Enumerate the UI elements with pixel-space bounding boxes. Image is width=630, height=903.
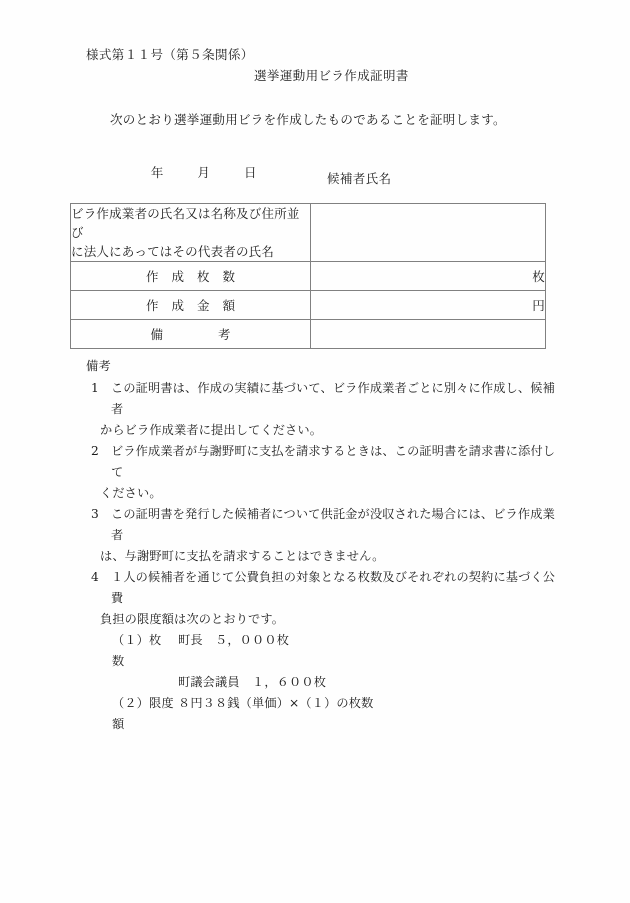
- table-row: [71, 291, 546, 320]
- sub-note-label: 限度額: [112, 696, 174, 731]
- note-line: この証明書は、作成の実績に基づいて、ビラ作成業者ごとに別々に作成し、候補者: [111, 381, 555, 416]
- table-row: [71, 320, 546, 349]
- note-number: 2: [91, 444, 99, 458]
- note-line: 負担の限度額は次のとおりです。: [100, 612, 285, 626]
- note-text: [100, 378, 556, 441]
- table-row: [71, 204, 546, 262]
- sheets-label-cell: 作成枚数: [71, 262, 311, 291]
- certification-sentence: 次のとおり選挙運動用ビラを作成したものであることを証明します。: [110, 112, 506, 127]
- note-number: 1: [91, 381, 99, 395]
- candidate-name-label: 候補者氏名: [327, 171, 392, 186]
- note-text: [100, 441, 556, 504]
- certificate-table: [70, 203, 546, 349]
- sub-note-number: （２）: [112, 696, 150, 710]
- day-label: 日: [243, 165, 257, 180]
- note-text: [100, 567, 556, 630]
- remarks-value-cell[interactable]: [311, 320, 546, 349]
- sub-note-marker: [112, 630, 178, 672]
- note-item: [86, 567, 556, 630]
- producer-label-line2: に法人にあってはその代表者の氏名: [71, 244, 275, 259]
- note-text: [100, 504, 556, 567]
- sub-note-number: （１）: [112, 633, 150, 647]
- sub-note-marker: [112, 693, 178, 735]
- note-number: 3: [91, 507, 99, 521]
- note-line: １人の候補者を通じて公費負担の対象となる枚数及びそれぞれの契約に基づく公費: [111, 570, 556, 605]
- sub-note-item: [112, 630, 556, 672]
- sub-note-value: ８円３８銭（単価）×（１）の枚数: [178, 696, 374, 710]
- table-row: [71, 262, 546, 291]
- document-title: 選挙運動用ビラ作成証明書: [254, 68, 409, 83]
- note-number: 4: [91, 570, 99, 584]
- sub-note-item: [112, 693, 556, 735]
- remarks-label-cell: 備考: [71, 320, 311, 349]
- note-item: [86, 504, 556, 567]
- note-line: は、与謝野町に支払を請求することはできません。: [100, 549, 385, 563]
- note-line: ください。: [100, 486, 162, 500]
- sub-note-label: 枚数: [112, 633, 168, 668]
- amount-unit-cell[interactable]: 円: [311, 291, 546, 320]
- month-label: 月: [197, 165, 210, 180]
- note-item: [86, 441, 556, 504]
- notes-section: [86, 356, 556, 735]
- note-item: [86, 378, 556, 441]
- note-line: この証明書を発行した候補者について供託金が没収された場合には、ビラ作成業者: [111, 507, 555, 542]
- sub-note-value: 町長 ５，０００枚: [178, 633, 290, 647]
- note-line: ビラ作成業者が与謝野町に支払を請求するときは、この証明書を請求書に添付して: [111, 444, 556, 479]
- amount-label-cell: 作成金額: [71, 291, 311, 320]
- notes-heading: 備考: [86, 359, 112, 373]
- producer-value-cell[interactable]: [311, 204, 546, 262]
- sheets-unit-cell[interactable]: 枚: [311, 262, 546, 291]
- year-label: 年: [150, 165, 164, 180]
- form-number: 様式第１１号（第５条関係）: [86, 47, 254, 62]
- producer-label-line1: ビラ作成業者の氏名又は名称及び住所並び: [71, 206, 300, 240]
- producer-label-cell: [71, 204, 311, 262]
- date-line: [135, 148, 256, 196]
- sub-note-continuation: 町議会議員 １，６００枚: [178, 675, 327, 689]
- note-line: からビラ作成業者に提出してください。: [100, 423, 323, 437]
